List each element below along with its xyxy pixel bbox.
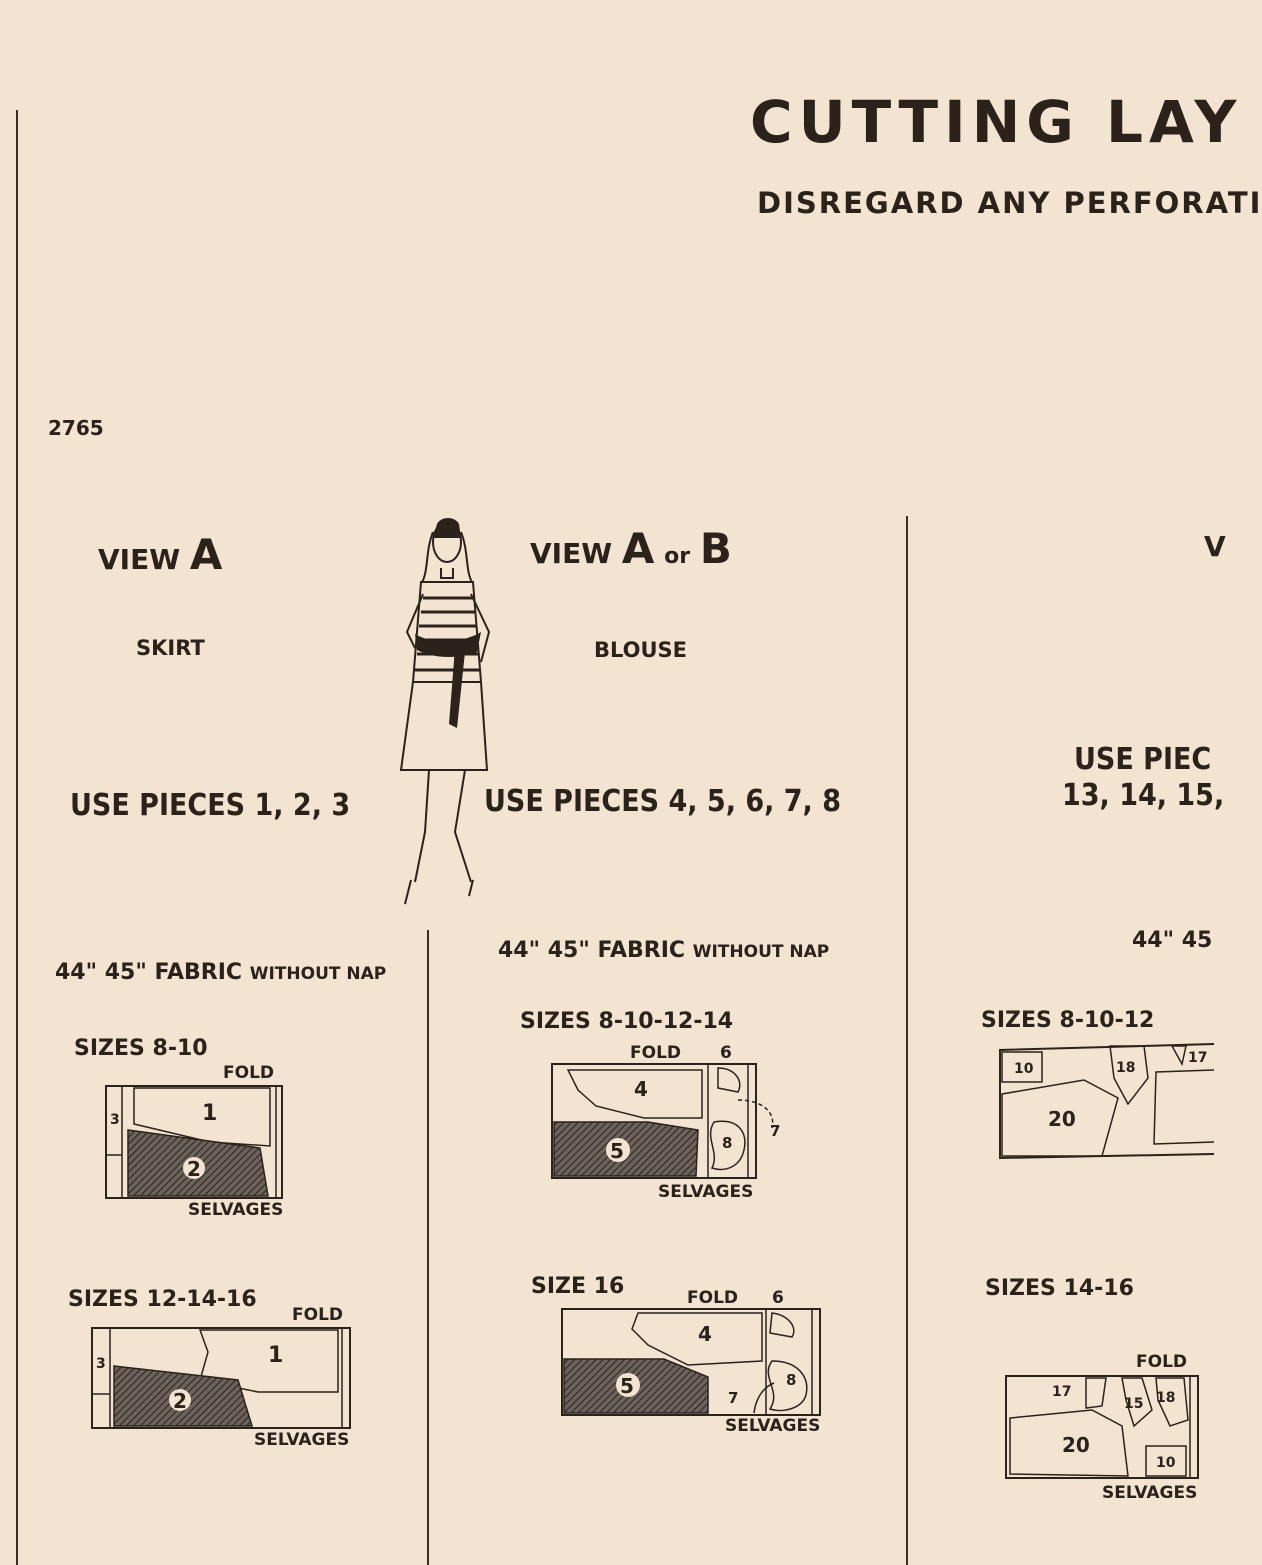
view-heading-cropped: V [1204, 530, 1226, 563]
size-label-blouse-8-14: SIZES 8-10-12-14 [520, 1009, 734, 1034]
piece-2-number: 2 [187, 1157, 201, 1181]
selvages-label: SELVAGES [1102, 1483, 1198, 1503]
selvages-label: SELVAGES [188, 1200, 284, 1220]
cutting-layout-skirt-12-16 [88, 1322, 356, 1434]
cutting-layout-blouse-8-14 [548, 1060, 788, 1182]
view-heading-a-or-b: VIEW A or B [530, 524, 732, 573]
piece-5-number: 5 [610, 1139, 624, 1163]
use-pieces-cropped-line2: 13, 14, 15, [1062, 778, 1225, 813]
size-label-col3-14-16: SIZES 14-16 [985, 1276, 1134, 1301]
piece-10-number: 10 [1014, 1061, 1034, 1077]
piece-2-number: 2 [173, 1389, 187, 1413]
piece-6-callout: 6 [772, 1288, 784, 1308]
fashion-figure-illustration [385, 512, 495, 912]
piece-18-number: 18 [1156, 1390, 1176, 1406]
piece-17-number: 17 [1052, 1384, 1072, 1400]
size-label-blouse-16: SIZE 16 [531, 1274, 625, 1299]
garment-label-blouse: BLOUSE [594, 638, 688, 662]
size-label-col3-8-12: SIZES 8-10-12 [981, 1008, 1155, 1033]
fold-label: FOLD [687, 1288, 739, 1308]
cutting-layout-col3-8-12 [994, 1038, 1214, 1162]
piece-5-number: 5 [620, 1374, 634, 1398]
selvages-label: SELVAGES [658, 1182, 754, 1202]
garment-label-skirt: SKIRT [136, 636, 205, 660]
piece-1-number: 1 [202, 1101, 218, 1126]
use-pieces-blouse: USE PIECES 4, 5, 6, 7, 8 [484, 784, 841, 819]
view-heading-a: VIEW A [98, 530, 223, 579]
piece-4-number: 4 [634, 1077, 648, 1101]
fabric-spec-skirt: 44" 45" FABRIC WITHOUT NAP [55, 960, 387, 985]
cutting-layout-col3-14-16 [1002, 1370, 1202, 1482]
piece-3-number: 3 [110, 1112, 120, 1128]
piece-7-number: 7 [728, 1389, 739, 1407]
fold-label: FOLD [292, 1305, 344, 1325]
piece-20-number: 20 [1048, 1107, 1076, 1131]
fold-label: FOLD [223, 1063, 275, 1083]
piece-6-callout: 6 [720, 1043, 732, 1063]
piece-17-number: 17 [1188, 1050, 1208, 1066]
piece-4-number: 4 [698, 1322, 712, 1346]
pattern-number: 2765 [48, 416, 104, 440]
cutting-layout-skirt-8-10 [100, 1080, 290, 1205]
fabric-spec-blouse: 44" 45" FABRIC WITHOUT NAP [498, 938, 830, 963]
column-rule-2 [906, 516, 908, 1565]
left-margin-rule [16, 110, 18, 1565]
column-rule-1 [427, 930, 429, 1565]
use-pieces-skirt: USE PIECES 1, 2, 3 [70, 788, 351, 823]
piece-8-number: 8 [786, 1371, 797, 1389]
fabric-spec-cropped: 44" 45 [1132, 928, 1213, 953]
fold-label: FOLD [1136, 1352, 1188, 1372]
use-pieces-cropped-line1: USE PIEC [1074, 742, 1212, 777]
piece-8-number: 8 [722, 1134, 733, 1152]
piece-10-number: 10 [1156, 1455, 1176, 1471]
size-label-skirt-8-10: SIZES 8-10 [74, 1036, 208, 1061]
selvages-label: SELVAGES [725, 1416, 821, 1436]
piece-7-number: 7 [770, 1122, 781, 1140]
piece-1-number: 1 [268, 1343, 284, 1368]
piece-15-number: 15 [1124, 1396, 1144, 1412]
piece-20-number: 20 [1062, 1433, 1090, 1457]
size-label-skirt-12-16: SIZES 12-14-16 [68, 1287, 257, 1312]
fold-label: FOLD [630, 1043, 682, 1063]
page-subtitle: DISREGARD ANY PERFORATI [757, 186, 1262, 220]
piece-18-number: 18 [1116, 1060, 1136, 1076]
cutting-layout-blouse-16 [558, 1305, 826, 1421]
selvages-label: SELVAGES [254, 1430, 350, 1450]
page-title: CUTTING LAY [750, 88, 1243, 156]
piece-3-number: 3 [96, 1356, 106, 1372]
